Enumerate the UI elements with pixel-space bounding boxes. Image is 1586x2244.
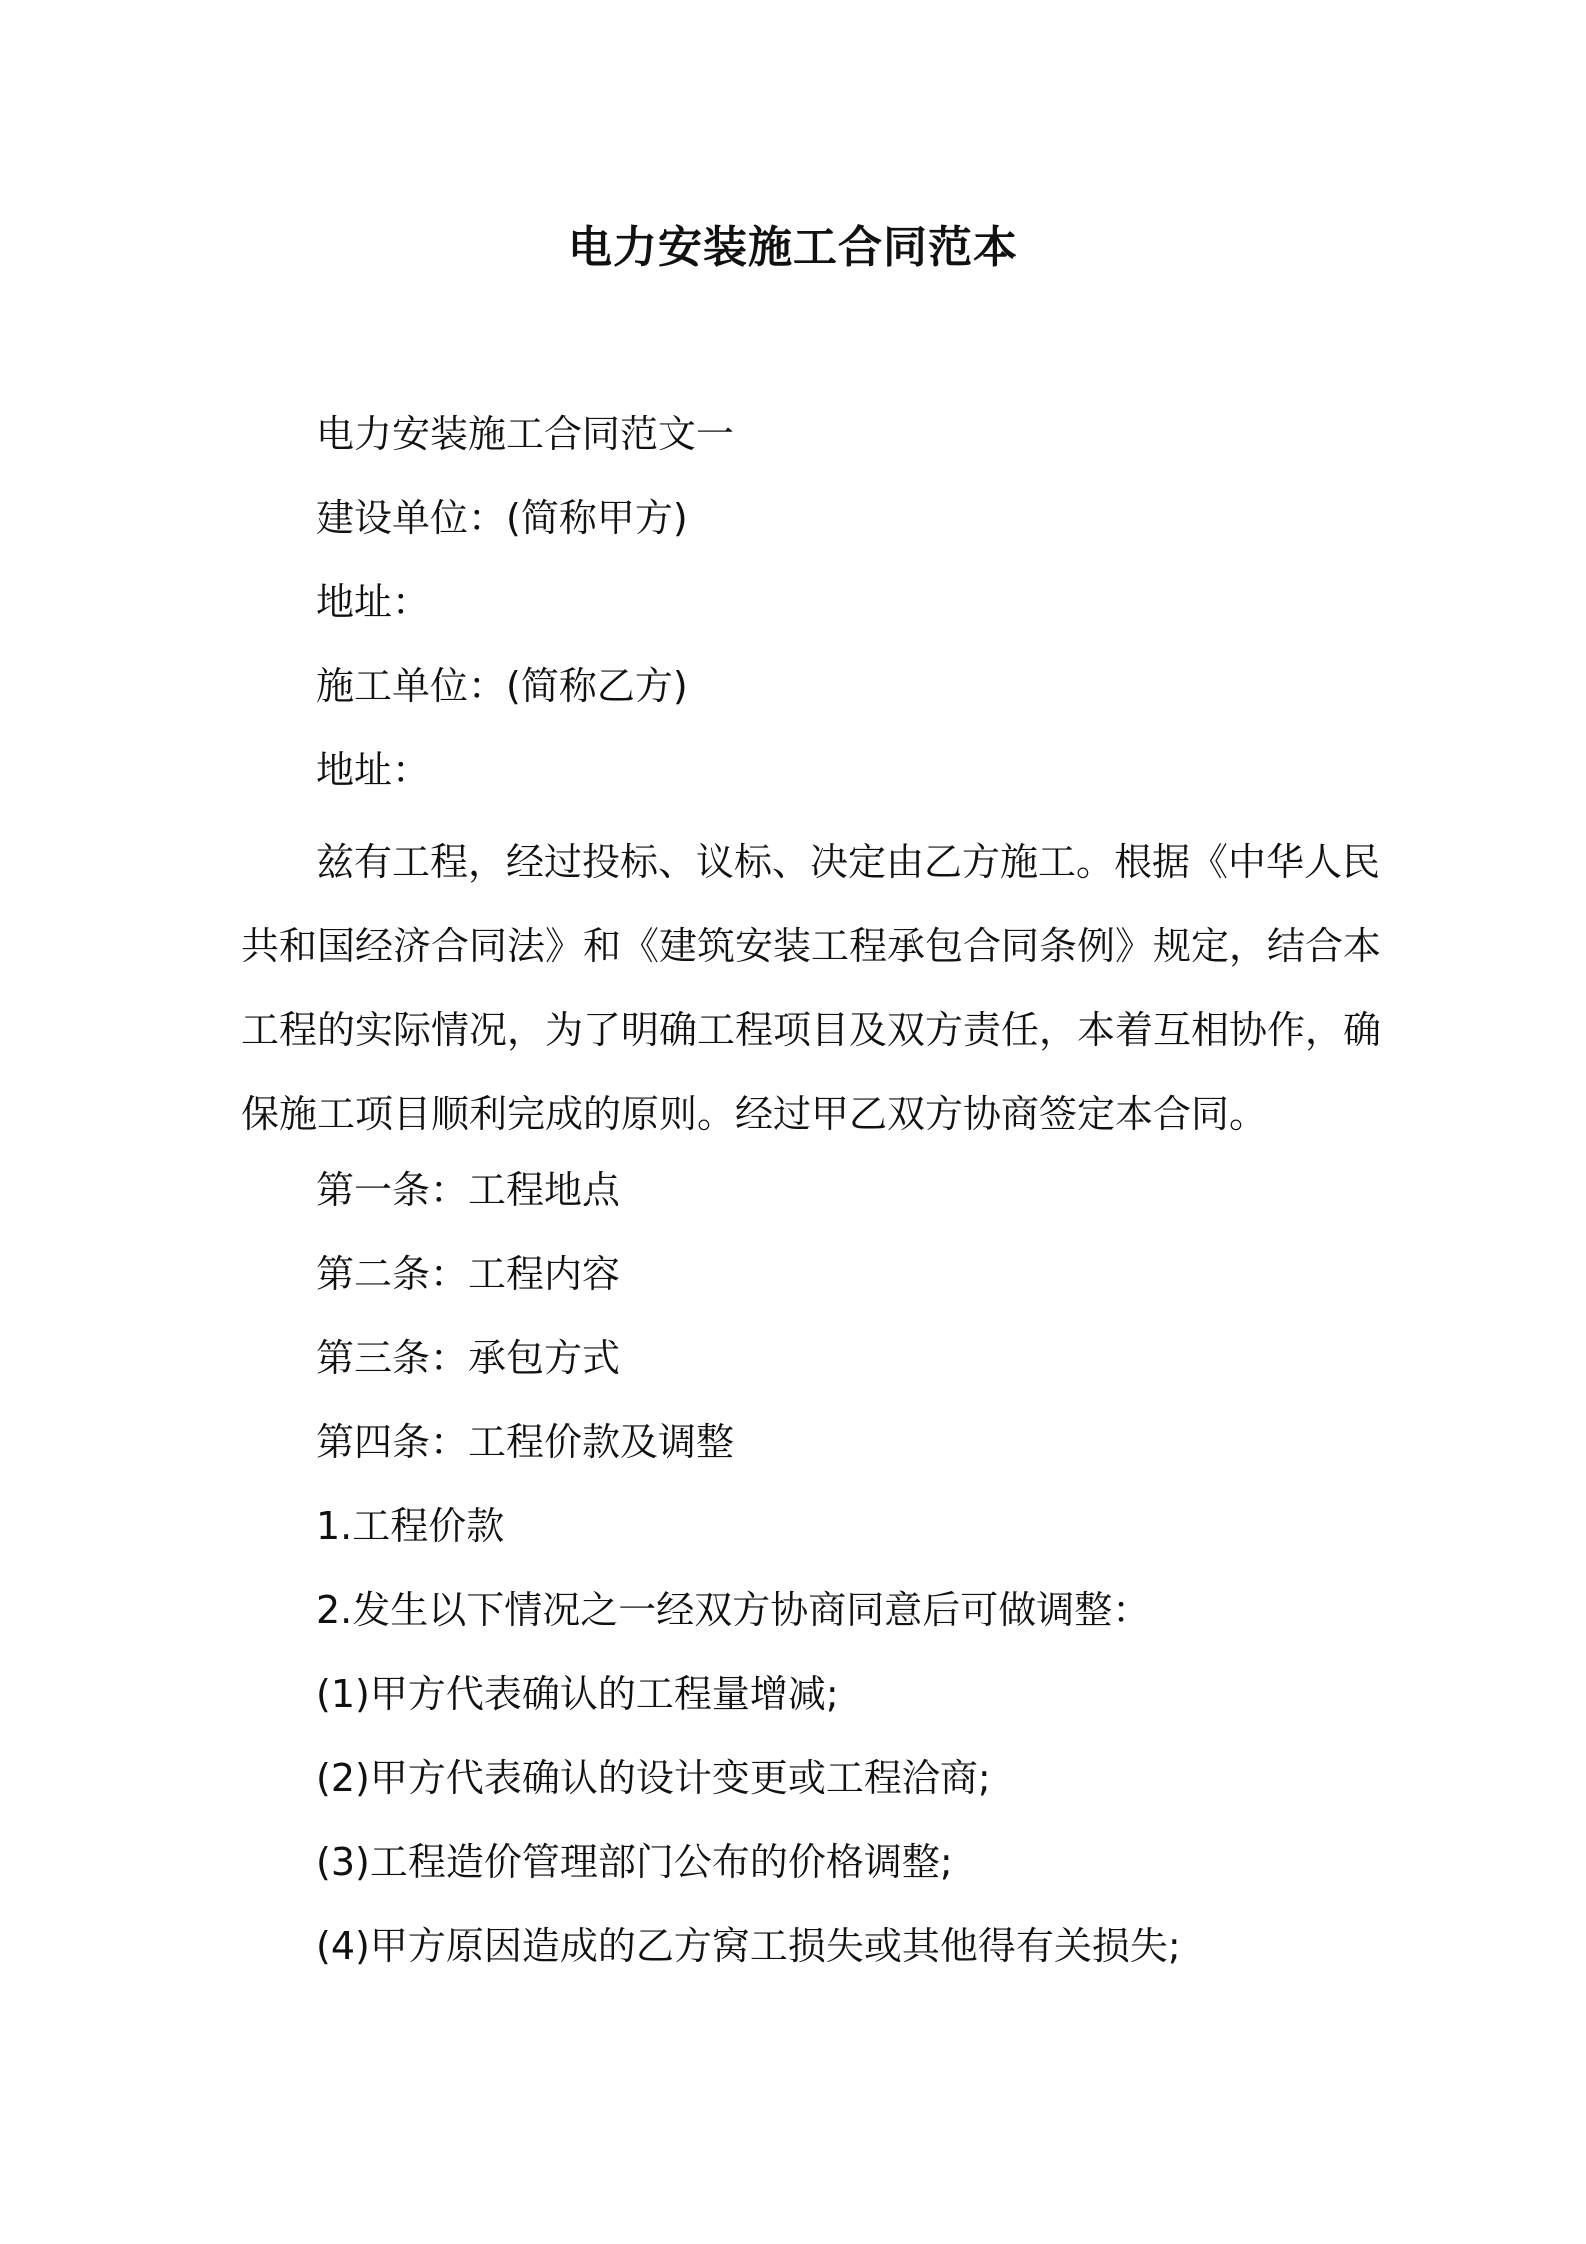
article-4: 第四条：工程价款及调整: [316, 1420, 735, 1464]
paragraph-row: 共和国经济合同法》和《建筑安装工程承包合同条例》规定，结合本: [241, 924, 1382, 968]
clause-1: 1.工程价款: [316, 1504, 505, 1548]
article-3: 第三条：承包方式: [316, 1336, 621, 1380]
party-b-line: 施工单位：(简称乙方): [316, 664, 688, 708]
paragraph-row: 工程的实际情况，为了明确工程项目及双方责任，本着互相协作，确: [241, 1008, 1382, 1052]
party-b-address: 地址：: [316, 748, 431, 792]
clause-2: 2.发生以下情况之一经双方协商同意后可做调整：: [316, 1588, 1151, 1632]
article-1: 第一条：工程地点: [316, 1168, 621, 1212]
party-a-address: 地址：: [316, 580, 431, 624]
sub-item-2: (2)甲方代表确认的设计变更或工程洽商;: [316, 1756, 991, 1800]
paragraph-row: 保施工项目顺利完成的原则。经过甲乙双方协商签定本合同。: [241, 1092, 1268, 1136]
party-a-line: 建设单位：(简称甲方): [316, 496, 688, 540]
sub-item-1: (1)甲方代表确认的工程量增减;: [316, 1672, 839, 1716]
paragraph-row: 兹有工程，经过投标、议标、决定由乙方施工。根据《中华人民: [316, 840, 1381, 884]
sub-item-4: (4)甲方原因造成的乙方窝工损失或其他得有关损失;: [316, 1924, 1181, 1968]
preamble-paragraph: [241, 820, 1382, 1156]
article-2: 第二条：工程内容: [316, 1252, 621, 1296]
sub-item-3: (3)工程造价管理部门公布的价格调整;: [316, 1840, 953, 1884]
document-title: 电力安装施工合同范本: [568, 222, 1018, 273]
section-heading: 电力安装施工合同范文一: [316, 412, 735, 456]
